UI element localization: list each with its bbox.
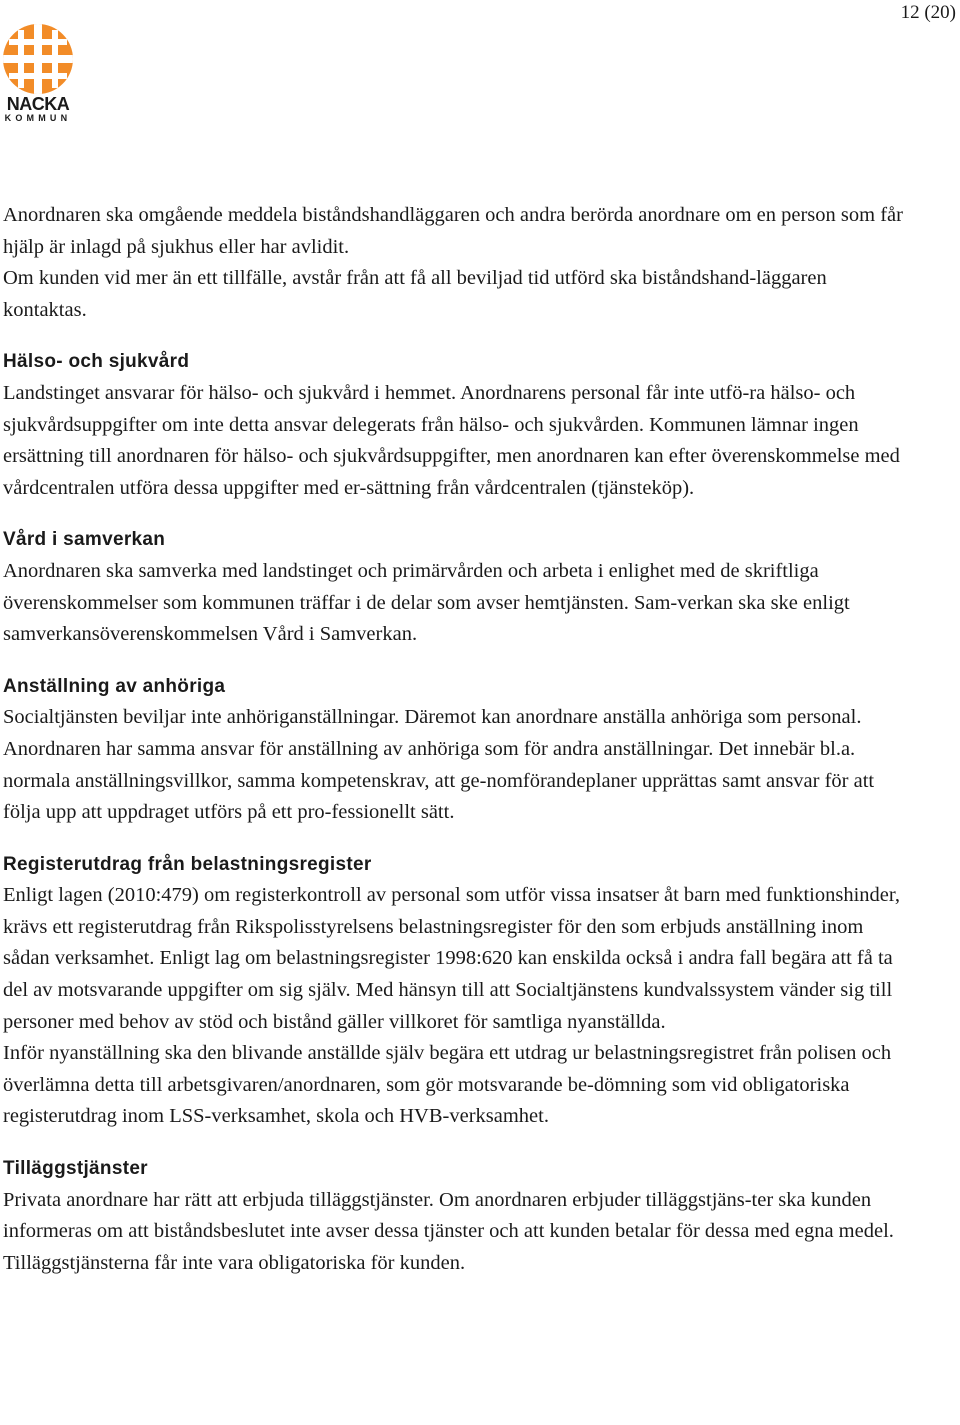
- paragraph: Socialtjänsten beviljar inte anhöriganställningar. Däremot kan anordnare anställa anhöriga som personal. Anordnaren har samma ansvar för anställning av anhöriga som för andra anställningar. Det innebär bl.a. normala anställningsvillkor, samma kompetenskrav, att ge-nomförandeplaner upprättas samt ansvar för att följa upp att uppdraget utförs på ett pro-fessionellt sätt.: [3, 706, 875, 824]
- paragraph: Enligt lagen (2010:479) om registerkontroll av personal som utför vissa insatser åt barn med funktionshinder, krävs ett registerutdrag från Rikspolisstyrelsens belastningsregister för den som erbjuds anställning inom sådan verksamhet. Enligt lag om belastningsregister 1998:620 kan enskilda också i andra fall begära att få ta del av motsvarande uppgifter om sig själv. Med hänsyn till att Socialtjänstens kundvalssystem vänder sig till personer med behov av stöd och bistånd gäller villkoret för samtliga nyanställda.: [3, 884, 901, 1033]
- paragraph: Privata anordnare har rätt att erbjuda tilläggstjänster. Om anordnaren erbjuder tilläggstjäns-ter ska kunden informeras om att biståndsbeslutet inte avser dessa tjänster och att kunden betalar för dessa med egna medel. Tilläggstjänsterna får inte vara obligatoriska för kunden.: [3, 1188, 894, 1274]
- section-heading-registerutdrag: Registerutdrag från belastningsregister: [3, 853, 372, 875]
- page-number: 12 (20): [900, 2, 956, 23]
- paragraph: Inför nyanställning ska den blivande anställde själv begära ett utdrag ur belastningsregistret från polisen och överlämna detta till arbetsgivaren/anordnaren, som gör motsvarande be-dömning som vid obligatoriska registerutdrag inom LSS-verksamhet, skola och HVB-verksamhet.: [3, 1042, 892, 1128]
- paragraph: Om kunden vid mer än ett tillfälle, avstår från att få all beviljad tid utförd ska biståndshand-läggaren kontaktas.: [3, 267, 827, 321]
- logo-subname: KOMMUN: [4, 113, 72, 123]
- paragraph: Landstinget ansvarar för hälso- och sjukvård i hemmet. Anordnarens personal får inte utfö-ra hälso- och sjukvårdsuppgifter om inte detta ansvar delegerats från hälso- och sjukvården. Kommunen lämnar ingen ersättning till anordnaren för hälso- och sjukvårdsuppgifter, men anordnaren kan efter överenskommelse med vårdcentralen utföra dessa uppgifter med er-sättning från vårdcentralen (tjänsteköp).: [3, 381, 900, 499]
- section-heading-anstallning-av-anhoriga: Anställning av anhöriga: [3, 675, 226, 697]
- nacka-emblem-icon: [1, 22, 75, 96]
- section-heading-halso-och-sjukvard: Hälso- och sjukvård: [3, 351, 190, 373]
- logo-name: NACKA: [6, 94, 70, 114]
- document-body: [3, 200, 903, 1279]
- paragraph: Anordnaren ska samverka med landstinget och primärvården och arbeta i enlighet med de skriftliga överenskommelser som kommunen träffar i de delar som avser hemtjänsten. Sam-verkan ska ske enligt samverkansöverenskommelsen Vård i Samverkan.: [3, 559, 850, 646]
- nacka-kommun-logo: [1, 22, 75, 124]
- section-heading-tillaggstjanster: Tilläggstjänster: [3, 1158, 148, 1180]
- section-heading-vard-i-samverkan: Vård i samverkan: [3, 529, 166, 551]
- paragraph: Anordnaren ska omgående meddela biståndshandläggaren och andra berörda anordnare om en person som får hjälp är inlagd på sjukhus eller har avlidit.: [3, 204, 903, 258]
